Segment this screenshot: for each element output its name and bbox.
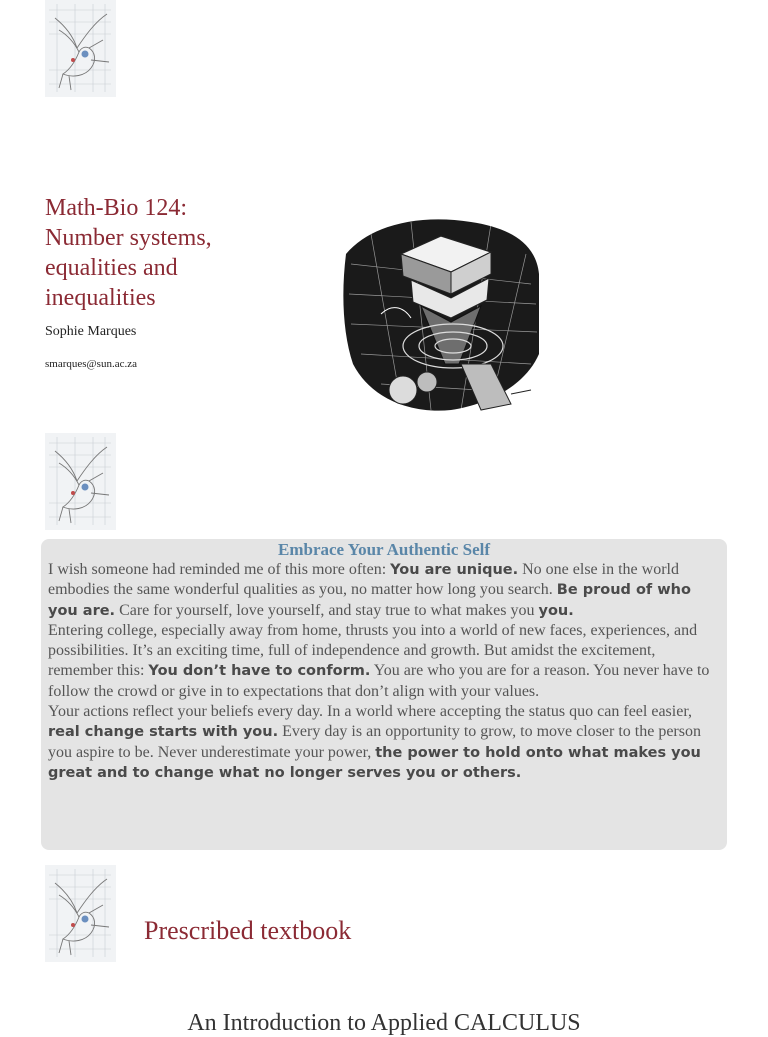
author-name: Sophie Marques xyxy=(45,324,137,339)
title-line: inequalities xyxy=(45,285,156,311)
quote-box xyxy=(41,539,727,850)
book-title: An Introduction to Applied CALCULUS xyxy=(187,1010,581,1036)
title-line: equalities and xyxy=(45,255,178,281)
section-heading: Prescribed textbook xyxy=(144,916,352,945)
hummingbird-logo-icon xyxy=(45,433,116,530)
text-run: Your actions reflect your beliefs every day. In a world where accepting the status quo can feel easier, xyxy=(48,703,692,721)
text-run: Entering college, especially away from home, thrusts you into a world of new faces, experiences, and possibilities. It’s an exciting time, full of independence and growth. But amidst the excitement, remember this: xyxy=(48,621,698,680)
architectural-sketch-illustration xyxy=(341,214,541,416)
bold-text: real change starts with you. xyxy=(48,724,279,741)
paragraph xyxy=(48,702,720,783)
text-run: Every day is an opportunity to grow, to move closer to the person you aspire to be. Never underestimate your power, xyxy=(48,723,701,761)
text-run: You are who you are for a reason. You never have to follow the crowd or give in to expectations that don’t align with your values. xyxy=(48,662,710,700)
title-line: Math-Bio 124: xyxy=(45,195,187,221)
text-run: Care for yourself, love yourself, and stay true to what makes you xyxy=(115,601,539,619)
bold-text: You don’t have to conform. xyxy=(148,663,371,680)
title-line: Number systems, xyxy=(45,225,212,251)
box-title: Embrace Your Authentic Self xyxy=(277,540,491,559)
bold-text: Be proud of who you are. xyxy=(48,582,691,619)
text-run: No one else in the world embodies the same wonderful qualities as you, no matter how long you search. xyxy=(48,561,679,599)
bold-text: You are unique. xyxy=(390,562,519,578)
text-run: I wish someone had reminded me of this more often: xyxy=(48,561,391,578)
hummingbird-logo-icon xyxy=(45,0,116,97)
bold-text: the power to hold onto what makes you great and to change what no longer serves you or others. xyxy=(48,744,701,781)
author-email: smarques@sun.ac.za xyxy=(45,358,137,370)
paragraph xyxy=(48,560,720,621)
slide-title xyxy=(45,193,325,313)
paragraph xyxy=(48,621,720,702)
hummingbird-logo-icon xyxy=(45,865,116,962)
bold-text: you. xyxy=(538,602,574,619)
